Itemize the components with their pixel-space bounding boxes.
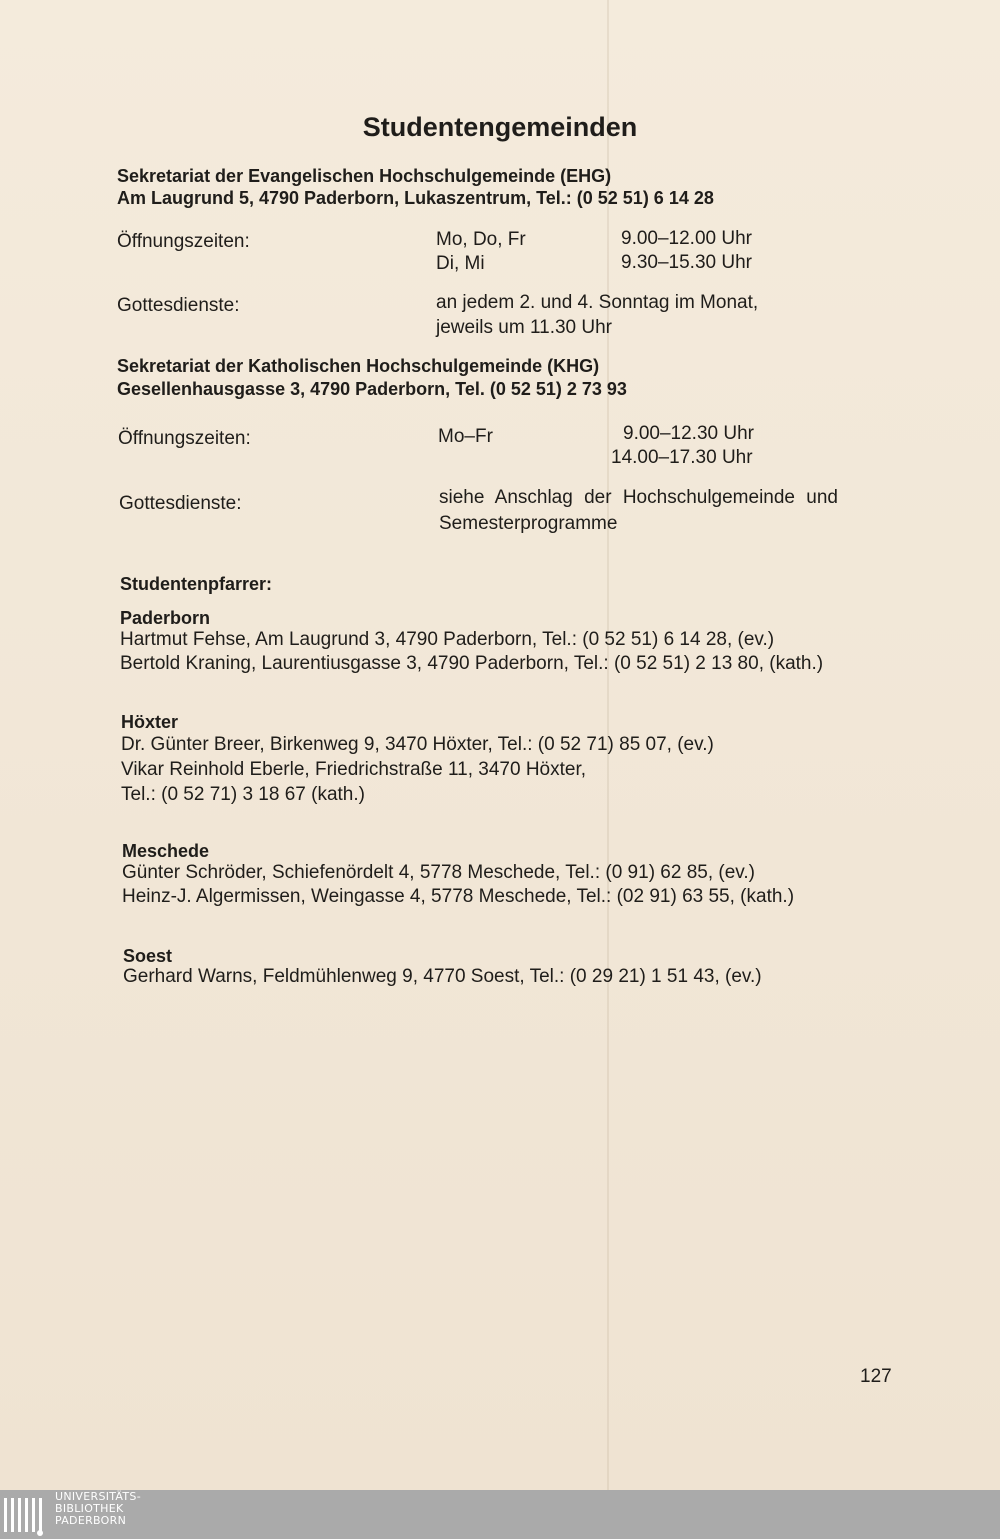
library-name-line-2: BIBLIOTHEK [55,1502,124,1515]
pastors-city-meschede: Meschede [122,841,210,861]
pastor-entry: Hartmut Fehse, Am Laugrund 3, 4790 Paderborn, Tel.: (0 52 51) 6 14 28, (ev.) [120,629,775,650]
khg-hours-time-1: 9.00–12.30 Uhr [623,423,754,444]
pastor-entry: Vikar Reinhold Eberle, Friedrichstraße 11, 3470 Höxter, [121,759,587,780]
ehg-hours-days-2: Di, Mi [436,253,485,274]
page-number: 127 [860,1366,892,1387]
ehg-hours-days-1: Mo, Do, Fr [436,229,526,250]
khg-services-line-1: siehe Anschlag der Hochschulgemeinde und [439,487,838,508]
khg-services-line-2: Semesterprogramme [439,513,618,534]
ehg-heading: Sekretariat der Evangelischen Hochschulgemeinde (EHG) [117,166,612,186]
pastor-entry: Bertold Kraning, Laurentiusgasse 3, 4790 Paderborn, Tel.: (0 52 51) 2 13 80, (kath.) [120,653,824,674]
pastors-city-hoexter: Höxter [121,712,179,732]
khg-services-label: Gottesdienste: [119,493,242,514]
pastor-entry: Tel.: (0 52 71) 3 18 67 (kath.) [121,784,365,805]
pastors-heading: Studentenpfarrer: [120,574,273,594]
ehg-hours-label: Öffnungszeiten: [117,231,250,252]
library-name-line-1: UNIVERSITÄTS- [55,1490,141,1503]
pastors-city-paderborn: Paderborn [120,608,211,628]
khg-hours-time-2: 14.00–17.30 Uhr [611,447,753,468]
ehg-services-label: Gottesdienste: [117,295,240,316]
pastor-entry: Gerhard Warns, Feldmühlenweg 9, 4770 Soest, Tel.: (0 29 21) 1 51 43, (ev.) [123,966,762,987]
pastor-entry: Dr. Günter Breer, Birkenweg 9, 3470 Höxter, Tel.: (0 52 71) 85 07, (ev.) [121,734,714,755]
library-name-line-3: PADERBORN [55,1514,127,1527]
ehg-services-line-1: an jedem 2. und 4. Sonntag im Monat, [436,292,759,313]
pastor-entry: Günter Schröder, Schiefenördelt 4, 5778 Meschede, Tel.: (0 91) 62 85, (ev.) [122,862,755,883]
ehg-address: Am Laugrund 5, 4790 Paderborn, Lukaszentrum, Tel.: (0 52 51) 6 14 28 [117,188,714,208]
khg-heading: Sekretariat der Katholischen Hochschulgemeinde (KHG) [117,356,600,376]
library-logo-dot [37,1530,43,1536]
ehg-hours-time-2: 9.30–15.30 Uhr [621,252,752,273]
khg-hours-days: Mo–Fr [438,426,493,447]
page-title: Studentengemeinden [362,112,638,142]
library-footer [0,1490,1000,1539]
khg-hours-label: Öffnungszeiten: [118,428,251,449]
pastors-city-soest: Soest [123,946,173,966]
library-logo-bars [4,1498,42,1532]
ehg-hours-time-1: 9.00–12.00 Uhr [621,228,752,249]
pastor-entry: Heinz-J. Algermissen, Weingasse 4, 5778 Meschede, Tel.: (02 91) 63 55, (kath.) [122,886,795,907]
ehg-services-line-2: jeweils um 11.30 Uhr [436,317,613,338]
khg-address: Gesellenhausgasse 3, 4790 Paderborn, Tel. (0 52 51) 2 73 93 [117,379,627,399]
